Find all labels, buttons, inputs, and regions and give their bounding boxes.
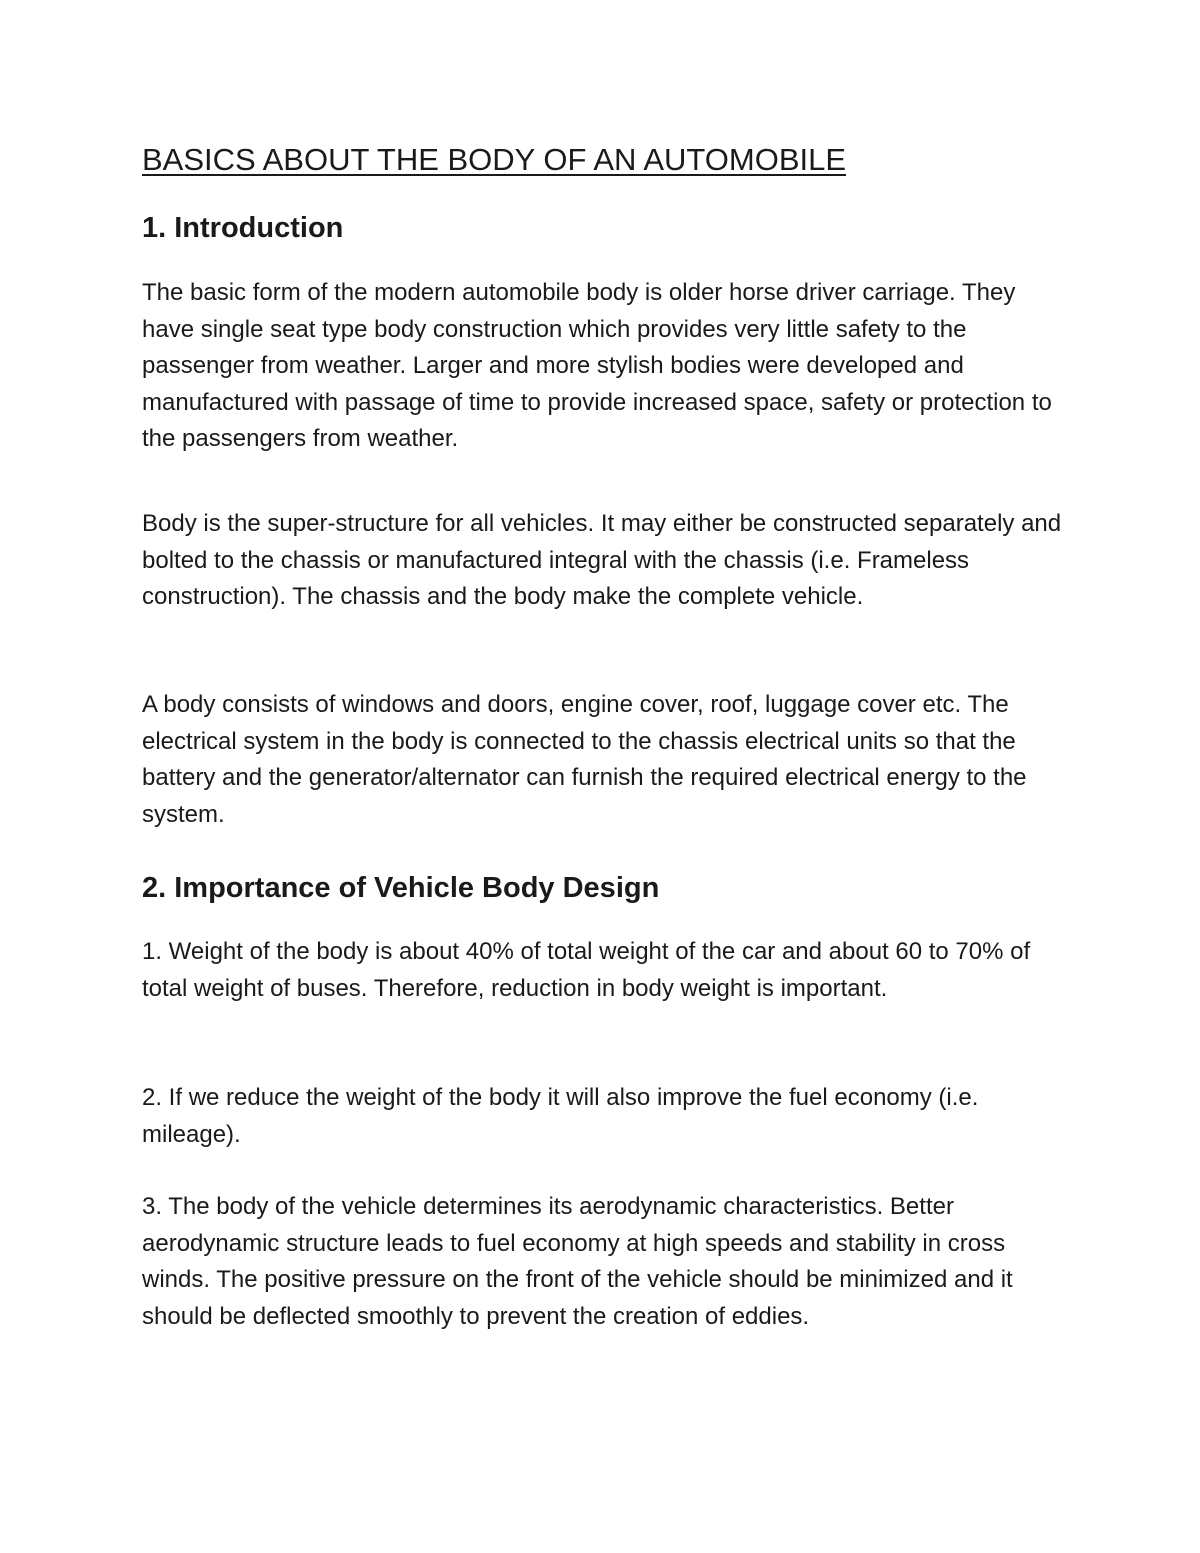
intro-paragraph-3: A body consists of windows and doors, engine cover, roof, luggage cover etc. The electrical system in the body is connected to the chassis electrical units so that the battery and the generator/alternator can furnish the required electrical energy to the system.: [142, 691, 1027, 828]
importance-item-3: 3. The body of the vehicle determines its aerodynamic characteristics. Better aerodynamic structure leads to fuel economy at high speeds and stability in cross winds. The positive pressure on the front of the vehicle should be minimized and it should be deflected smoothly to prevent the creation of eddies.: [142, 1193, 1013, 1330]
section-heading-introduction: 1. Introduction: [142, 212, 344, 244]
intro-paragraph-1: The basic form of the modern automobile body is older horse driver carriage. They have single seat type body construction which provides very little safety to the passenger from weather. Larger and more stylish bodies were developed and manufactured with passage of time to provide increased space, safety or protection to the passengers from weather.: [142, 279, 1052, 452]
section-heading-importance: 2. Importance of Vehicle Body Design: [142, 872, 660, 904]
importance-item-2: 2. If we reduce the weight of the body it will also improve the fuel economy (i.e. mileage).: [142, 1084, 979, 1148]
importance-item-1: 1. Weight of the body is about 40% of total weight of the car and about 60 to 70% of total weight of buses. Therefore, reduction in body weight is important.: [142, 938, 1031, 1002]
document-title: BASICS ABOUT THE BODY OF AN AUTOMOBILE: [142, 142, 847, 177]
intro-paragraph-2: Body is the super-structure for all vehicles. It may either be constructed separately and bolted to the chassis or manufactured integral with the chassis (i.e. Frameless construction). The chassis and the body make the complete vehicle.: [142, 510, 1062, 610]
